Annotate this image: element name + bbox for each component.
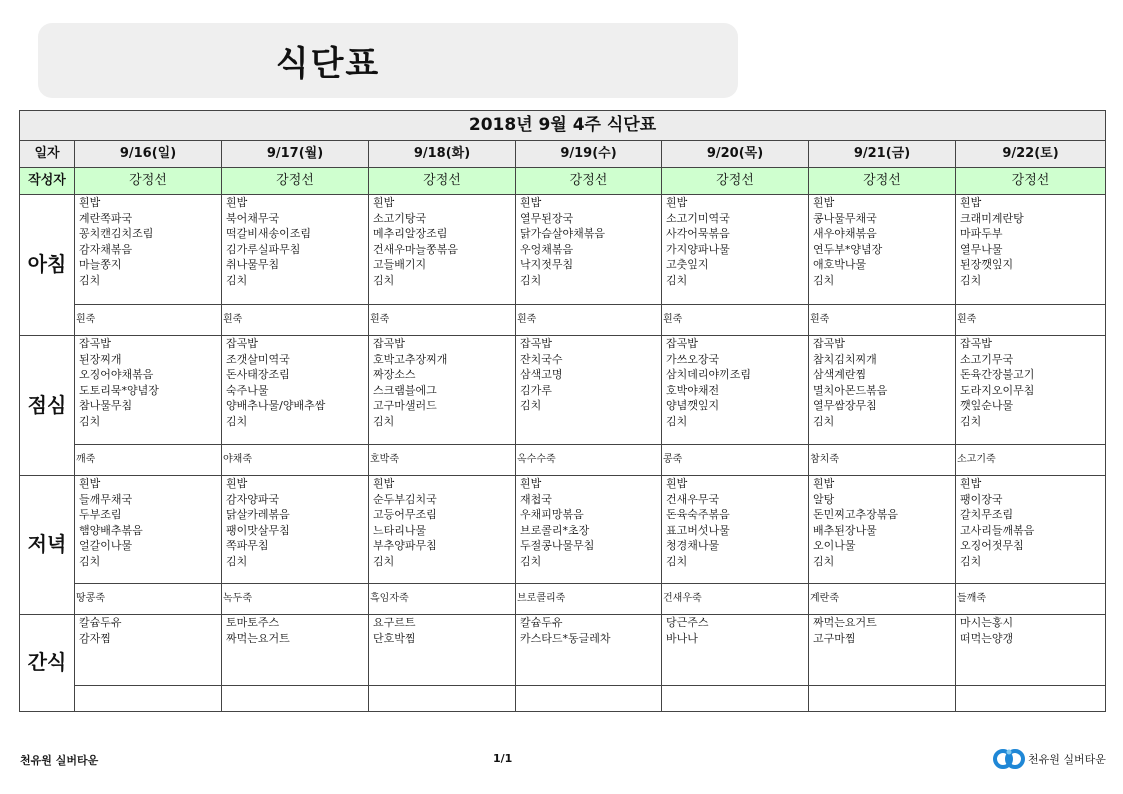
writer-cell: 강정선 xyxy=(809,168,956,195)
dish-item: 흰밥 xyxy=(373,477,395,490)
snack-item: 짜먹는요거트 xyxy=(226,631,290,645)
dish-item: 돈사태장조림 xyxy=(226,368,290,381)
dish-item: 김치 xyxy=(373,273,395,287)
snack-item: 칼슘두유 xyxy=(520,616,563,629)
dish-item: 가쓰오장국 xyxy=(666,352,720,366)
writer-cell: 강정선 xyxy=(222,168,369,195)
dish-cell xyxy=(956,476,1106,584)
porridge-cell: 흰죽 xyxy=(516,305,662,336)
dish-item: 삼색고명 xyxy=(520,368,563,381)
dish-item: 김치 xyxy=(373,414,395,428)
dish-item: 고들배기지 xyxy=(373,258,427,271)
dish-item: 김치 xyxy=(226,273,248,287)
dish-item: 김치 xyxy=(813,554,835,568)
dish-item: 우채피망볶음 xyxy=(520,508,584,521)
dish-item: 김가루실파무침 xyxy=(226,242,301,256)
snack-cell xyxy=(956,615,1106,686)
dish-item: 낙지젓무침 xyxy=(520,258,574,271)
dish-item: 숙주나물 xyxy=(226,383,269,397)
dish-item: 두부조림 xyxy=(79,508,122,521)
porridge-row xyxy=(20,445,1106,476)
meal-label: 아침 xyxy=(20,195,75,336)
dish-item: 잡곡밥 xyxy=(960,337,992,350)
porridge-cell: 건새우죽 xyxy=(662,584,809,615)
date-row xyxy=(20,141,1106,168)
dish-cell xyxy=(516,195,662,305)
porridge-cell: 흑임자죽 xyxy=(369,584,516,615)
dish-item: 열무쌈장무침 xyxy=(813,399,877,412)
writer-cell: 강정선 xyxy=(956,168,1106,195)
snack-item: 당근주스 xyxy=(666,616,709,629)
date-cell: 9/20(목) xyxy=(662,141,809,168)
writer-cell: 강정선 xyxy=(369,168,516,195)
dish-item: 순두부김치국 xyxy=(373,492,437,506)
snack-cell xyxy=(75,615,222,686)
snack-cell xyxy=(369,615,516,686)
dish-item: 고등어무조림 xyxy=(373,508,437,521)
empty-cell xyxy=(369,686,516,712)
porridge-cell: 흰죽 xyxy=(956,305,1106,336)
dish-item: 표고버섯나물 xyxy=(666,523,730,537)
dish-item: 팽이맛살무침 xyxy=(226,523,290,537)
dish-cell xyxy=(662,195,809,305)
porridge-cell: 야채죽 xyxy=(222,445,369,476)
porridge-cell: 땅콩죽 xyxy=(75,584,222,615)
table-title: 2018년 9월 4주 식단표 xyxy=(20,111,1106,141)
dish-cell xyxy=(516,476,662,584)
dish-item: 북어채무국 xyxy=(226,211,280,225)
writer-cell: 강정선 xyxy=(75,168,222,195)
dish-cell xyxy=(75,336,222,445)
dish-item: 고구마샐러드 xyxy=(373,399,437,412)
dish-item: 김치 xyxy=(960,414,982,428)
snack-extra-row xyxy=(20,686,1106,712)
dish-cell xyxy=(809,195,956,305)
dish-cell xyxy=(956,336,1106,445)
dish-item: 돈민찌고추장볶음 xyxy=(813,508,899,521)
dish-item: 김치 xyxy=(666,273,688,287)
dish-item: 김치 xyxy=(79,554,101,568)
dish-item: 김치 xyxy=(666,554,688,568)
dish-item: 마늘쫑지 xyxy=(79,258,122,271)
porridge-cell: 소고기죽 xyxy=(956,445,1106,476)
menu-table xyxy=(19,110,1106,712)
dish-item: 김치 xyxy=(79,414,101,428)
writer-cell: 강정선 xyxy=(662,168,809,195)
dish-item: 닭가슴살야채볶음 xyxy=(520,227,606,240)
dish-item: 흰밥 xyxy=(373,196,395,209)
dish-item: 배추된장나물 xyxy=(813,523,877,537)
dish-cell xyxy=(222,476,369,584)
meal-row xyxy=(20,336,1106,445)
date-cell: 9/22(토) xyxy=(956,141,1106,168)
dish-item: 고사리들깨볶음 xyxy=(960,523,1035,537)
porridge-cell: 흰죽 xyxy=(369,305,516,336)
writer-cell: 강정선 xyxy=(516,168,662,195)
footer-logo xyxy=(993,746,1106,772)
dish-item: 사각어묵볶음 xyxy=(666,227,730,240)
dish-item: 팽이장국 xyxy=(960,492,1003,506)
porridge-cell: 깨죽 xyxy=(75,445,222,476)
dish-item: 도라지오이무침 xyxy=(960,383,1035,397)
dish-item: 흰밥 xyxy=(960,196,982,209)
dish-item: 갈치무조림 xyxy=(960,508,1014,521)
snack-item: 바나나 xyxy=(666,631,698,645)
dish-item: 잡곡밥 xyxy=(666,337,698,350)
dish-item: 소고기무국 xyxy=(960,352,1014,366)
dish-item: 열무나물 xyxy=(960,242,1003,256)
snack-item: 감자찜 xyxy=(79,631,111,645)
dish-item: 짜장소스 xyxy=(373,368,416,381)
date-label: 일자 xyxy=(20,141,75,168)
dish-item: 두절콩나물무침 xyxy=(520,539,595,552)
meal-row xyxy=(20,195,1106,305)
empty-cell xyxy=(516,686,662,712)
dish-item: 잡곡밥 xyxy=(813,337,845,350)
snack-item: 카스타드*동글레차 xyxy=(520,631,611,645)
dish-item: 김치 xyxy=(666,414,688,428)
dish-item: 멸치아몬드볶음 xyxy=(813,383,888,397)
porridge-cell: 호박죽 xyxy=(369,445,516,476)
dish-item: 김치 xyxy=(960,273,982,287)
dish-item: 흰밥 xyxy=(813,477,835,490)
dish-item: 김치 xyxy=(520,273,542,287)
snack-cell xyxy=(516,615,662,686)
porridge-cell: 들깨죽 xyxy=(956,584,1106,615)
dish-item: 흰밥 xyxy=(79,196,101,209)
dish-item: 연두부*양념장 xyxy=(813,242,883,256)
dish-item: 김치 xyxy=(520,554,542,568)
porridge-cell: 참치죽 xyxy=(809,445,956,476)
dish-item: 김치 xyxy=(520,399,542,412)
dish-item: 김가루 xyxy=(520,383,552,397)
dish-item: 오징어야채볶음 xyxy=(79,368,154,381)
snack-cell xyxy=(222,615,369,686)
dish-item: 소고기미역국 xyxy=(666,211,730,225)
porridge-cell: 흰죽 xyxy=(662,305,809,336)
dish-item: 김치 xyxy=(226,554,248,568)
porridge-cell: 브로콜리죽 xyxy=(516,584,662,615)
porridge-row xyxy=(20,305,1106,336)
dish-cell xyxy=(516,336,662,445)
dish-item: 닭살카레볶음 xyxy=(226,508,290,521)
dish-item: 열무된장국 xyxy=(520,211,574,225)
dish-item: 애호박나물 xyxy=(813,258,867,271)
dish-item: 느타리나물 xyxy=(373,523,427,537)
dish-item: 스크램블에그 xyxy=(373,383,437,397)
dish-item: 양배추나물/양배추쌈 xyxy=(226,399,326,412)
footer-page-number: 1/1 xyxy=(493,752,513,765)
snack-item: 토마토주스 xyxy=(226,616,280,629)
meal-body xyxy=(20,195,1106,712)
empty-cell xyxy=(809,686,956,712)
dish-item: 흰밥 xyxy=(79,477,101,490)
snack-item: 칼슘두유 xyxy=(79,616,122,629)
dish-item: 알탕 xyxy=(813,492,835,506)
snack-label: 간식 xyxy=(20,615,75,712)
porridge-cell: 옥수수죽 xyxy=(516,445,662,476)
dish-item: 깻잎순나물 xyxy=(960,399,1014,412)
dish-item: 얼갈이나물 xyxy=(79,539,133,552)
title-box xyxy=(38,23,738,98)
date-cell: 9/19(수) xyxy=(516,141,662,168)
dish-cell xyxy=(662,476,809,584)
dish-item: 부추양파무침 xyxy=(373,539,437,552)
dish-item: 새우야채볶음 xyxy=(813,227,877,240)
dish-item: 김치 xyxy=(226,414,248,428)
dish-cell xyxy=(369,476,516,584)
meal-label: 저녁 xyxy=(20,476,75,615)
dish-item: 된장찌개 xyxy=(79,352,122,366)
dish-cell xyxy=(956,195,1106,305)
dish-item: 도토리묵*양념장 xyxy=(79,383,159,397)
dish-item: 김치 xyxy=(79,273,101,287)
dish-item: 크래미계란탕 xyxy=(960,211,1024,225)
empty-cell xyxy=(222,686,369,712)
dish-item: 호박야채전 xyxy=(666,383,720,397)
dish-item: 소고기탕국 xyxy=(373,211,427,225)
dish-item: 들깨무채국 xyxy=(79,492,133,506)
footer-org: 천유원 실버타운 xyxy=(20,754,99,767)
meal-row xyxy=(20,476,1106,584)
dish-item: 오징어젓무침 xyxy=(960,539,1024,552)
dish-item: 흰밥 xyxy=(520,196,542,209)
dish-item: 흰밥 xyxy=(520,477,542,490)
porridge-row xyxy=(20,584,1106,615)
dish-item: 김치 xyxy=(813,273,835,287)
dish-cell xyxy=(662,336,809,445)
dish-item: 된장깻잎지 xyxy=(960,258,1014,271)
dish-item: 참나물무침 xyxy=(79,399,133,412)
snack-item: 고구마찜 xyxy=(813,631,856,645)
dish-item: 취나물무침 xyxy=(226,258,280,271)
dish-item: 마파두부 xyxy=(960,227,1003,240)
dish-item: 흰밥 xyxy=(666,477,688,490)
cy-logo-icon xyxy=(993,746,1025,772)
porridge-cell: 계란죽 xyxy=(809,584,956,615)
writer-row xyxy=(20,168,1106,195)
empty-cell xyxy=(662,686,809,712)
dish-item: 조갯살미역국 xyxy=(226,352,290,366)
dish-cell xyxy=(222,195,369,305)
dish-item: 흰밥 xyxy=(226,477,248,490)
dish-item: 재첩국 xyxy=(520,492,552,506)
snack-item: 짜먹는요거트 xyxy=(813,616,877,629)
porridge-cell: 콩죽 xyxy=(662,445,809,476)
dish-item: 잡곡밥 xyxy=(226,337,258,350)
dish-item: 콩나물무채국 xyxy=(813,211,877,225)
date-cell: 9/17(월) xyxy=(222,141,369,168)
dish-cell xyxy=(222,336,369,445)
dish-item: 브로콜리*초장 xyxy=(520,523,590,537)
dish-cell xyxy=(809,336,956,445)
empty-cell xyxy=(75,686,222,712)
dish-item: 가지양파나물 xyxy=(666,242,730,256)
porridge-cell: 흰죽 xyxy=(222,305,369,336)
dish-item: 김치 xyxy=(813,414,835,428)
dish-cell xyxy=(369,195,516,305)
empty-cell xyxy=(956,686,1106,712)
snack-cell xyxy=(809,615,956,686)
dish-item: 삼색계란찜 xyxy=(813,368,867,381)
dish-item: 흰밥 xyxy=(226,196,248,209)
dish-item: 청경채나물 xyxy=(666,539,720,552)
dish-item: 삼치데리야끼조림 xyxy=(666,368,752,381)
dish-item: 건새우무국 xyxy=(666,492,720,506)
snack-item: 마시는홍시 xyxy=(960,616,1014,629)
dish-item: 흰밥 xyxy=(666,196,688,209)
dish-item: 흰밥 xyxy=(960,477,982,490)
dish-item: 돈육숙주볶음 xyxy=(666,508,730,521)
dish-item: 잡곡밥 xyxy=(520,337,552,350)
snack-row xyxy=(20,615,1106,686)
dish-item: 잔치국수 xyxy=(520,352,563,366)
dish-item: 김치 xyxy=(960,554,982,568)
dish-item: 꽁치캔김치조림 xyxy=(79,227,154,240)
dish-cell xyxy=(75,195,222,305)
snack-item: 요구르트 xyxy=(373,616,416,629)
meal-label: 점심 xyxy=(20,336,75,476)
dish-item: 흰밥 xyxy=(813,196,835,209)
page-title: 식단표 xyxy=(275,44,381,84)
dish-item: 잡곡밥 xyxy=(79,337,111,350)
snack-cell xyxy=(662,615,809,686)
dish-item: 오이나물 xyxy=(813,539,856,552)
dish-item: 떡갈비새송이조림 xyxy=(226,227,312,240)
dish-cell xyxy=(75,476,222,584)
dish-item: 호박고추장찌개 xyxy=(373,352,448,366)
porridge-cell: 흰죽 xyxy=(809,305,956,336)
dish-cell xyxy=(369,336,516,445)
dish-item: 햄양배추볶음 xyxy=(79,523,143,537)
porridge-cell: 흰죽 xyxy=(75,305,222,336)
dish-item: 우엉채볶음 xyxy=(520,242,574,256)
writer-label: 작성자 xyxy=(20,168,75,195)
dish-item: 양념깻잎지 xyxy=(666,399,720,412)
snack-item: 단호박찜 xyxy=(373,631,416,645)
dish-item: 김치 xyxy=(373,554,395,568)
dish-item: 고춧잎지 xyxy=(666,258,709,271)
footer-logo-text: 천유원 실버타운 xyxy=(1028,753,1106,766)
dish-item: 감자채볶음 xyxy=(79,242,133,256)
dish-item: 잡곡밥 xyxy=(373,337,405,350)
porridge-cell: 녹두죽 xyxy=(222,584,369,615)
dish-item: 돈육간장불고기 xyxy=(960,368,1035,381)
dish-item: 계란쪽파국 xyxy=(79,211,133,225)
date-cell: 9/16(일) xyxy=(75,141,222,168)
snack-item: 떠먹는양갱 xyxy=(960,631,1014,645)
dish-item: 건새우마늘쫑볶음 xyxy=(373,242,459,256)
dish-item: 메추리알장조림 xyxy=(373,227,448,240)
dish-item: 참치김치찌개 xyxy=(813,352,877,366)
dish-item: 쪽파무침 xyxy=(226,539,269,552)
date-cell: 9/21(금) xyxy=(809,141,956,168)
dish-item: 감자양파국 xyxy=(226,492,280,506)
dish-cell xyxy=(809,476,956,584)
date-cell: 9/18(화) xyxy=(369,141,516,168)
